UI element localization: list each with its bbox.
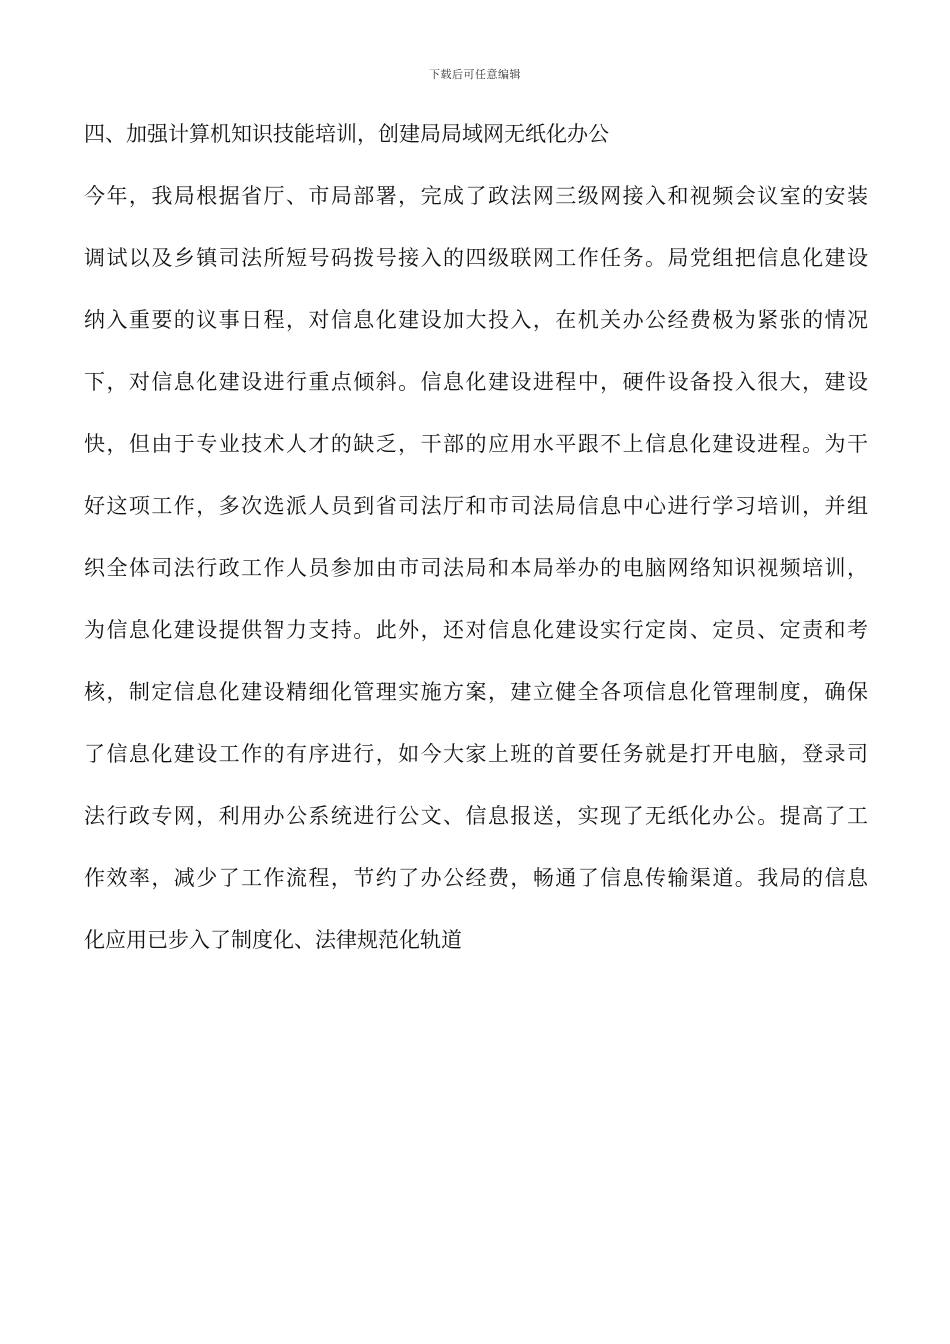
paragraph-line: 快，但由于专业技术人才的缺乏，干部的应用水平跟不上信息化建设进程。为干 — [84, 432, 868, 456]
paragraph-line: 作效率，减少了工作流程，节约了办公经费，畅通了信息传输渠道。我局的信息 — [84, 866, 868, 890]
paragraph-line: 化应用已步入了制度化、法律规范化轨道 — [84, 928, 462, 952]
paragraph-line: 核，制定信息化建设精细化管理实施方案，建立健全各项信息化管理制度，确保 — [84, 680, 868, 704]
paragraph-line: 法行政专网，利用办公系统进行公文、信息报送，实现了无纸化办公。提高了工 — [84, 804, 868, 828]
paragraph-line: 织全体司法行政工作人员参加由市司法局和本局举办的电脑网络知识视频培训， — [84, 556, 868, 580]
paragraph-line: 为信息化建设提供智力支持。此外，还对信息化建设实行定岗、定员、定责和考 — [84, 618, 868, 642]
paragraph-line: 纳入重要的议事日程，对信息化建设加大投入，在机关办公经费极为紧张的情况 — [84, 308, 868, 332]
paragraph — [84, 176, 868, 982]
section-heading: 四、加强计算机知识技能培训，创建局局域网无纸化办公 — [84, 122, 609, 146]
paragraph-line: 好这项工作，多次选派人员到省司法厅和市司法局信息中心进行学习培训，并组 — [84, 494, 868, 518]
paragraph-line: 调试以及乡镇司法所短号码拨号接入的四级联网工作任务。局党组把信息化建设 — [84, 246, 868, 270]
paragraph-line: 了信息化建设工作的有序进行，如今大家上班的首要任务就是打开电脑，登录司 — [84, 742, 868, 766]
paragraph-line: 下，对信息化建设进行重点倾斜。信息化建设进程中，硬件设备投入很大，建设 — [84, 370, 868, 394]
header-note: 下载后可任意编辑 — [429, 68, 521, 81]
paragraph-line: 今年，我局根据省厅、市局部署，完成了政法网三级网接入和视频会议室的安装 — [84, 184, 868, 208]
